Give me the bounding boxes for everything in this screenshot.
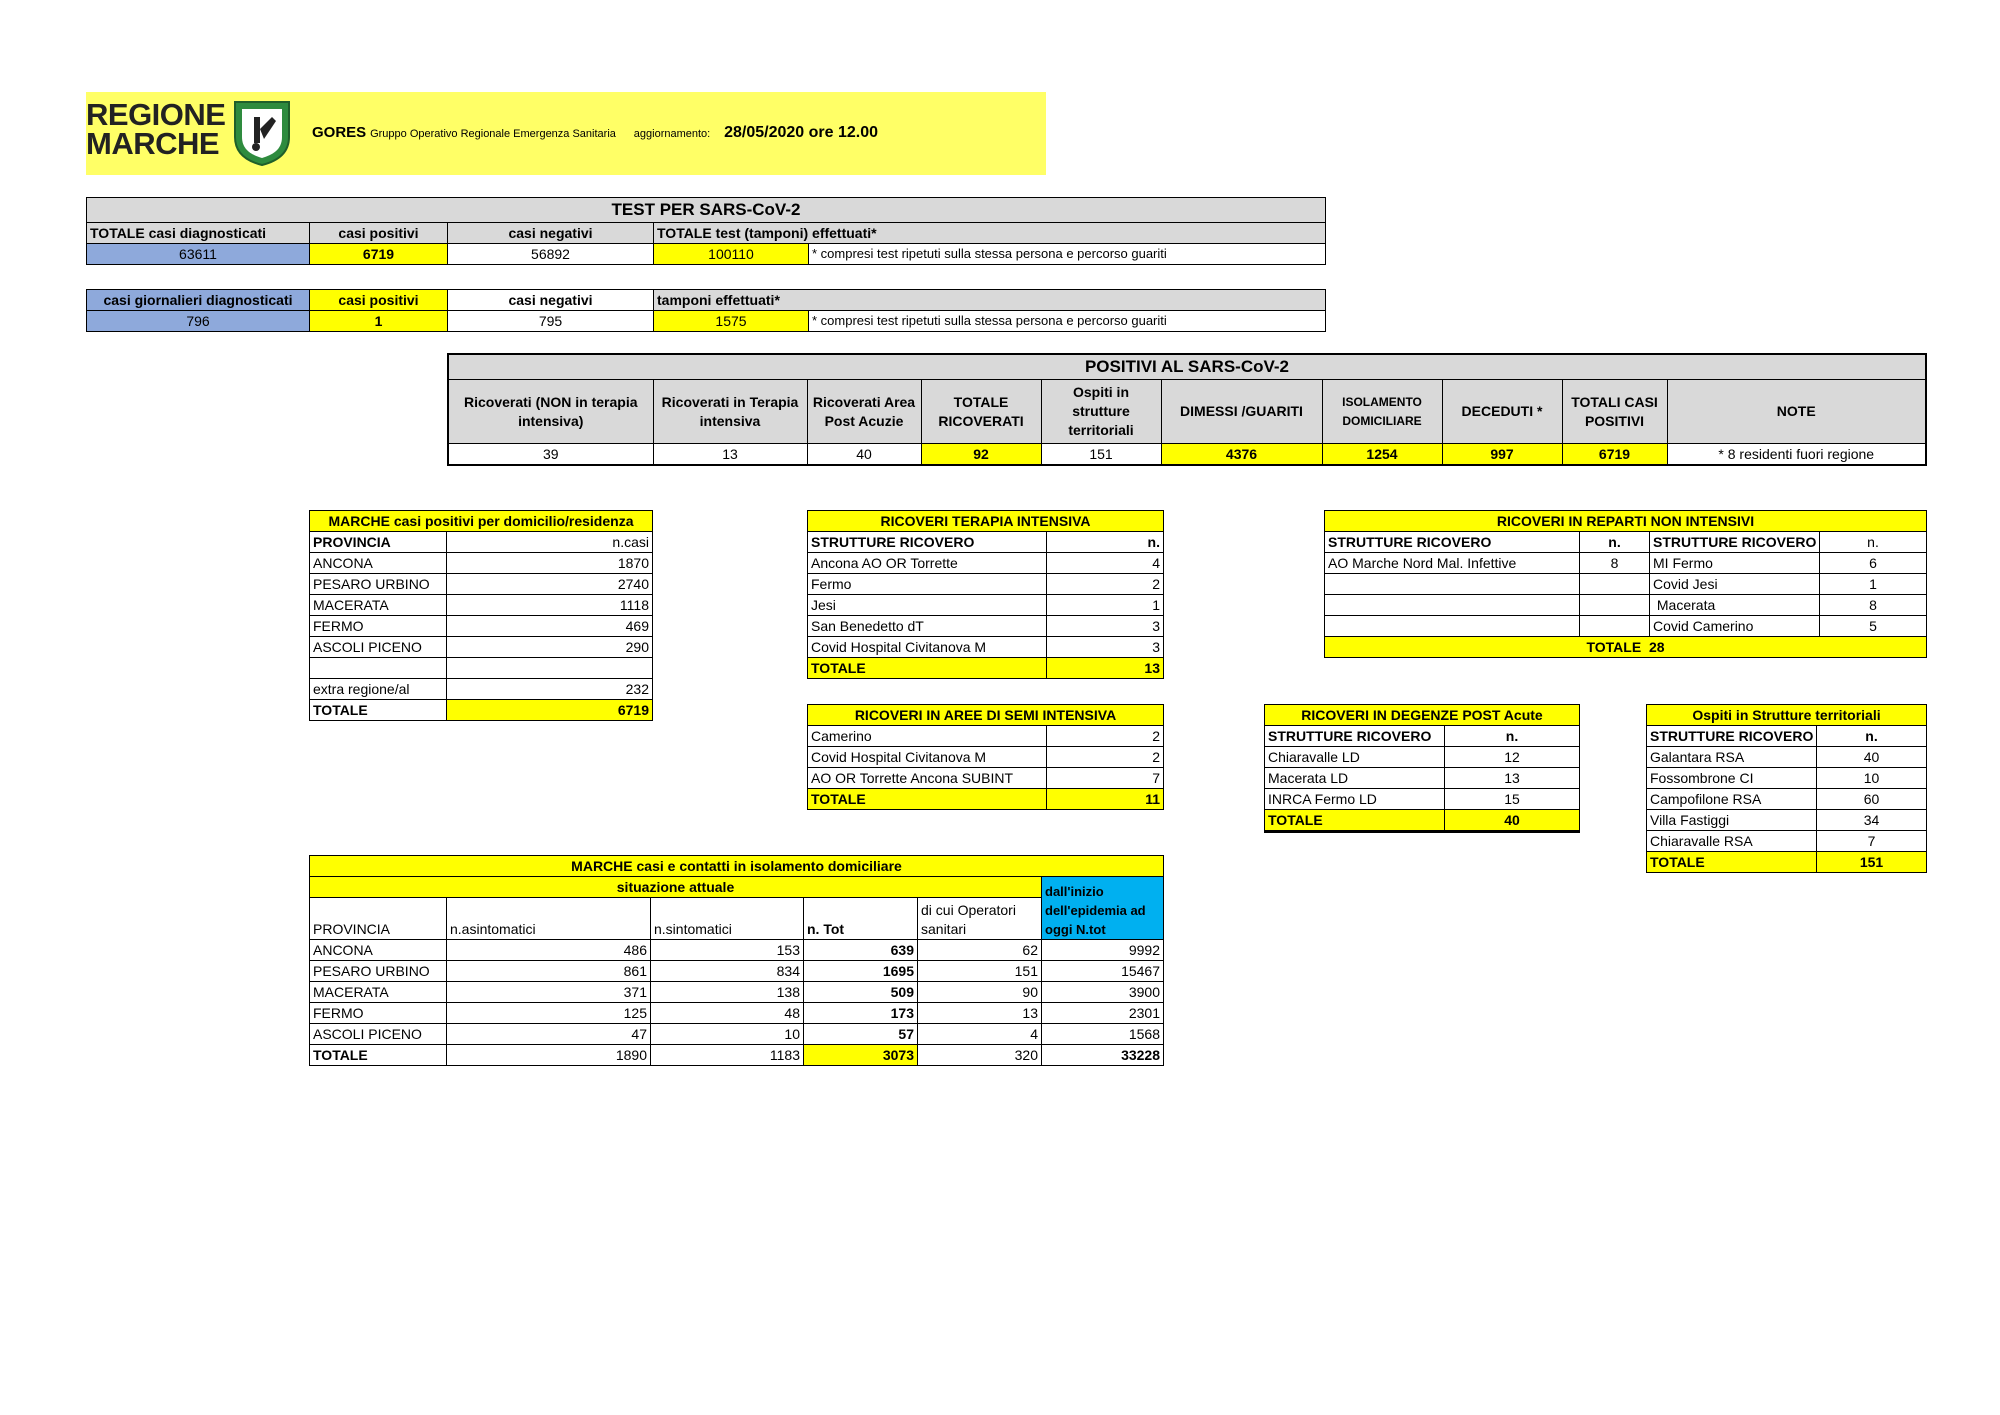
daily-value-tamponi: 1575 [654, 311, 809, 332]
test-note: * compresi test ripetuti sulla stessa persona e percorso guariti [809, 244, 1326, 265]
logo-line2: MARCHE [86, 126, 220, 161]
table-row: Chiaravalle RSA 7 [1647, 831, 1927, 852]
daily-header-positive: casi positivi [310, 290, 448, 311]
positivi-header-totali: TOTALI CASI POSITIVI [1562, 380, 1667, 444]
test-title: TEST PER SARS-CoV-2 [87, 198, 1326, 223]
test-header-positive: casi positivi [310, 223, 448, 244]
province-col-name: PROVINCIA [310, 532, 447, 553]
table-row: Covid Jesi 1 [1325, 574, 1927, 595]
table-row: Macerata 8 [1325, 595, 1927, 616]
daily-header-tamponi: tamponi effettuati* [654, 290, 1326, 311]
table-row-extra: extra regione/al 232 [310, 679, 653, 700]
positivi-header-totale-ricoverati: TOTALE RICOVERATI [921, 380, 1041, 444]
province-table [309, 510, 653, 721]
nonint-col1: STRUTTURE RICOVERO [1325, 532, 1580, 553]
positivi-value-ospiti: 151 [1041, 444, 1161, 466]
iso-subtitle: situazione attuale [310, 877, 1042, 898]
test-value-total: 63611 [87, 244, 310, 265]
iso-col-operatori: di cui Operatori sanitari [918, 898, 1042, 940]
table-row: Covid Camerino 5 [1325, 616, 1927, 637]
positivi-value-ricoverati-non-ti: 39 [448, 444, 653, 466]
iso-col-province: PROVINCIA [310, 898, 447, 940]
ti-table [807, 510, 1164, 679]
test-value-positive: 6719 [310, 244, 448, 265]
table-row: ANCONA 1870 [310, 553, 653, 574]
test-header-tamponi: TOTALE test (tamponi) effettuati* [654, 223, 1326, 244]
ti-title: RICOVERI TERAPIA INTENSIVA [808, 511, 1164, 532]
table-row: Galantara RSA 40 [1647, 747, 1927, 768]
logo-text [86, 97, 226, 161]
org-subtitle: Gruppo Operativo Regionale Emergenza Sanitaria [370, 128, 616, 140]
table-row: Ancona AO OR Torrette 4 [808, 553, 1164, 574]
table-row: Camerino 2 [808, 726, 1164, 747]
table-row: Macerata LD 13 [1265, 768, 1580, 789]
daily-header-negative: casi negativi [448, 290, 654, 311]
positivi-value-dimessi: 4376 [1161, 444, 1322, 466]
nonint-col2: n. [1580, 532, 1650, 553]
logo-line1: REGIONE [86, 97, 226, 132]
table-row: AO Marche Nord Mal. Infettive 8 MI Fermo 6 [1325, 553, 1927, 574]
daily-value-positive: 1 [310, 311, 448, 332]
table-row: AO OR Torrette Ancona SUBINT 7 [808, 768, 1164, 789]
daily-value-total: 796 [87, 311, 310, 332]
semi-table [807, 704, 1164, 810]
nonint-table [1324, 510, 1927, 658]
table-row: San Benedetto dT 3 [808, 616, 1164, 637]
nonint-col4: n. [1820, 532, 1927, 553]
daily-note: * compresi test ripetuti sulla stessa persona e percorso guariti [809, 311, 1326, 332]
daily-value-negative: 795 [448, 311, 654, 332]
ospiti-table [1646, 704, 1927, 873]
table-row: INRCA Fermo LD 15 [1265, 789, 1580, 810]
iso-col-asint: n.asintomatici [447, 898, 651, 940]
positivi-table [447, 353, 1927, 466]
positivi-header-post-acuzie: Ricoverati Area Post Acuzie [807, 380, 921, 444]
table-row: Fossombrone CI 10 [1647, 768, 1927, 789]
positivi-title: POSITIVI AL SARS-CoV-2 [448, 354, 1926, 380]
nonint-total-value: 28 [1648, 639, 1665, 655]
table-row-total: TOTALE 6719 [310, 700, 653, 721]
table-row: MACERATA 1118 [310, 595, 653, 616]
table-row: FERMO 125 48 173 13 2301 [310, 1003, 1164, 1024]
ospiti-title: Ospiti in Strutture territoriali [1647, 705, 1927, 726]
table-row: Campofilone RSA 60 [1647, 789, 1927, 810]
positivi-header-deceduti: DECEDUTI * [1442, 380, 1562, 444]
province-col-value: n.casi [447, 532, 653, 553]
org-name: GORES [312, 124, 367, 141]
table-row: ASCOLI PICENO 290 [310, 637, 653, 658]
table-row: Villa Fastiggi 34 [1647, 810, 1927, 831]
update-label: aggiornamento: [633, 128, 711, 140]
post-table [1264, 704, 1580, 833]
update-value: 28/05/2020 ore 12.00 [724, 124, 879, 141]
ospiti-col-value: n. [1817, 726, 1927, 747]
table-row-total: TOTALE 40 [1265, 810, 1580, 832]
nonint-col3: STRUTTURE RICOVERO [1650, 532, 1820, 553]
positivi-value-note: * 8 residenti fuori regione [1667, 444, 1926, 466]
table-row: ASCOLI PICENO 47 10 57 4 1568 [310, 1024, 1164, 1045]
nonint-total-label: TOTALE [1586, 639, 1642, 655]
iso-table [309, 855, 1164, 1066]
iso-title: MARCHE casi e contatti in isolamento domiciliare [310, 856, 1164, 877]
table-row-total [1325, 637, 1927, 658]
iso-col-tot: n. Tot [804, 898, 918, 940]
iso-col-sint: n.sintomatici [651, 898, 804, 940]
ti-col-name: STRUTTURE RICOVERO [808, 532, 1047, 553]
test-value-tamponi: 100110 [654, 244, 809, 265]
positivi-header-dimessi: DIMESSI /GUARITI [1161, 380, 1322, 444]
table-row: Covid Hospital Civitanova M 3 [808, 637, 1164, 658]
positivi-header-isolamento: ISOLAMENTO DOMICILIARE [1322, 380, 1442, 444]
table-row-total: TOTALE 1890 1183 3073 320 33228 [310, 1045, 1164, 1066]
ospiti-col-name: STRUTTURE RICOVERO [1647, 726, 1817, 747]
header-org-line [312, 124, 878, 142]
post-col-value: n. [1445, 726, 1580, 747]
table-row: FERMO 469 [310, 616, 653, 637]
ti-col-value: n. [1047, 532, 1164, 553]
positivi-header-ospiti: Ospiti in strutture territoriali [1041, 380, 1161, 444]
post-title: RICOVERI IN DEGENZE POST Acute [1265, 705, 1580, 726]
table-row: Chiaravalle LD 12 [1265, 747, 1580, 768]
test-header-negative: casi negativi [448, 223, 654, 244]
region-emblem-icon [232, 99, 292, 167]
table-row-total: TOTALE 151 [1647, 852, 1927, 873]
semi-title: RICOVERI IN AREE DI SEMI INTENSIVA [808, 705, 1164, 726]
table-row-total: TOTALE 11 [808, 789, 1164, 810]
table-row: Jesi 1 [808, 595, 1164, 616]
positivi-value-deceduti: 997 [1442, 444, 1562, 466]
daily-table [86, 289, 1326, 332]
positivi-value-ricoverati-ti: 13 [653, 444, 807, 466]
positivi-value-isolamento: 1254 [1322, 444, 1442, 466]
table-row: Fermo 2 [808, 574, 1164, 595]
table-row-empty [310, 658, 653, 679]
nonint-title: RICOVERI IN REPARTI NON INTENSIVI [1325, 511, 1927, 532]
positivi-header-ricoverati-ti: Ricoverati in Terapia intensiva [653, 380, 807, 444]
positivi-value-post-acuzie: 40 [807, 444, 921, 466]
positivi-header-note: NOTE [1667, 380, 1926, 444]
post-col-name: STRUTTURE RICOVERO [1265, 726, 1445, 747]
positivi-value-totale-ricoverati: 92 [921, 444, 1041, 466]
table-row: PESARO URBINO 2740 [310, 574, 653, 595]
table-row: MACERATA 371 138 509 90 3900 [310, 982, 1164, 1003]
positivi-value-totali: 6719 [1562, 444, 1667, 466]
table-row-total: TOTALE 13 [808, 658, 1164, 679]
province-title: MARCHE casi positivi per domicilio/residenza [310, 511, 653, 532]
iso-since-header: dall'inizio dell'epidemia ad oggi N.tot [1042, 877, 1164, 940]
test-header-total: TOTALE casi diagnosticati [87, 223, 310, 244]
test-table [86, 197, 1326, 265]
table-row: ANCONA 486 153 639 62 9992 [310, 940, 1164, 961]
test-value-negative: 56892 [448, 244, 654, 265]
table-row: PESARO URBINO 861 834 1695 151 15467 [310, 961, 1164, 982]
positivi-header-ricoverati-non-ti: Ricoverati (NON in terapia intensiva) [448, 380, 653, 444]
daily-header-total: casi giornalieri diagnosticati [87, 290, 310, 311]
table-row: Covid Hospital Civitanova M 2 [808, 747, 1164, 768]
